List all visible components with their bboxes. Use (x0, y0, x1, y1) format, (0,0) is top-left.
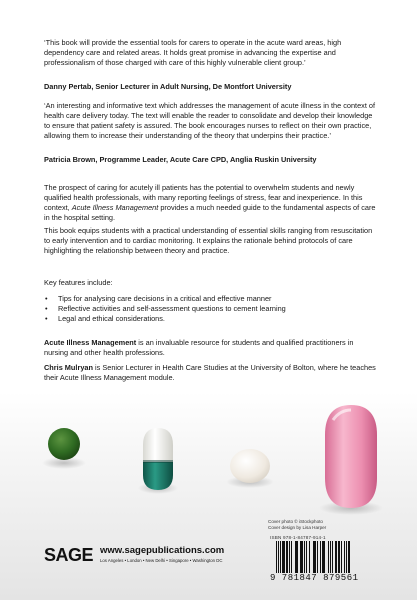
pills-photo (0, 400, 417, 520)
quote-2-text: ‘An interesting and informative text which addresses the management of acute illness in the context of health care delivery today. The text will enable the reader to consolidate and develop their knowledge to ensure that patient safety is assured. The book encourages nurses to reflect on their own practice, allowing them to increase their understanding of the theory that underpins their practice.’ (44, 101, 376, 140)
barcode-bar (350, 541, 351, 573)
key-features-list (44, 294, 377, 325)
description-1-after: provides a much needed guide to the fundamental aspects of care in the hospital setting. (44, 202, 376, 222)
author-bio (44, 363, 377, 383)
publisher-cities: Los Angeles • London • New Delhi • Singapore • Washington DC (100, 558, 223, 563)
quote-2 (44, 101, 377, 141)
description-1-before: The prospect of caring for acutely ill patients has the potential to overwhelm students and newly qualified health professionals, with many reporting feelings of stress, fear and inexperience. In this context, (44, 183, 363, 212)
green-tablet (42, 428, 86, 469)
quote-2-attribution: Patricia Brown, Programme Leader, Acute Care CPD, Anglia Ruskin University (44, 155, 317, 164)
teal-white-capsule (138, 428, 178, 494)
pink-pill (319, 405, 383, 515)
feature-item: • Tips for analysing care decisions in a critical and effective manner (44, 294, 377, 304)
photo-credit: Cover photo © iStockphoto (268, 519, 323, 524)
ean-number: 9 781847 879561 (270, 573, 359, 583)
audience-paragraph (44, 338, 377, 358)
book-title-italic: Acute Illness Management (71, 202, 159, 212)
barcode-bars (276, 541, 376, 573)
white-round-tablet (226, 449, 274, 488)
quote-1 (44, 38, 377, 68)
sage-logo: SAGE (44, 545, 94, 565)
quote-1-attribution: Danny Pertab, Senior Lecturer in Adult Nursing, De Montfort University (44, 82, 292, 91)
isbn-barcode (270, 535, 380, 583)
feature-item: • Reflective activities and self-assessment questions to cement learning (44, 304, 377, 314)
isbn-label: ISBN 978-1-84787-914-1 (270, 535, 326, 540)
design-credit: Cover design by Lisa Harper (268, 525, 327, 530)
quote-1-text: ‘This book will provide the essential tools for carers to operate in the acute ward areas, high dependency care and related areas. It holds great promise in advancing the expertise and professionalism of those charged with care of this highly vulnerable client group.’ (44, 38, 342, 67)
description-paragraph-1 (44, 183, 377, 223)
features-intro: Key features include: (44, 278, 113, 287)
author-bio-text: is Senior Lecturer in Health Care Studies at the University of Bolton, where he teaches their Acute Illness Management module. (44, 363, 376, 382)
author-name: Chris Mulryan (44, 363, 93, 372)
publisher-url: www.sagepublications.com (100, 545, 225, 556)
audience-text: is an invaluable resource for students and qualified practitioners in nursing and other health professions. (44, 338, 354, 357)
description-paragraph-2: This book equips students with a practical understanding of essential skills ranging from resuscitation to early intervention and to cardiac monitoring. It explains the rationale behind protocols of care highlighting the relationship between theory and practice. (44, 226, 373, 255)
cover-credits (268, 519, 326, 531)
audience-book-title: Acute Illness Management (44, 338, 137, 347)
publisher-block (44, 545, 274, 569)
feature-item: • Legal and ethical considerations. (44, 314, 377, 324)
